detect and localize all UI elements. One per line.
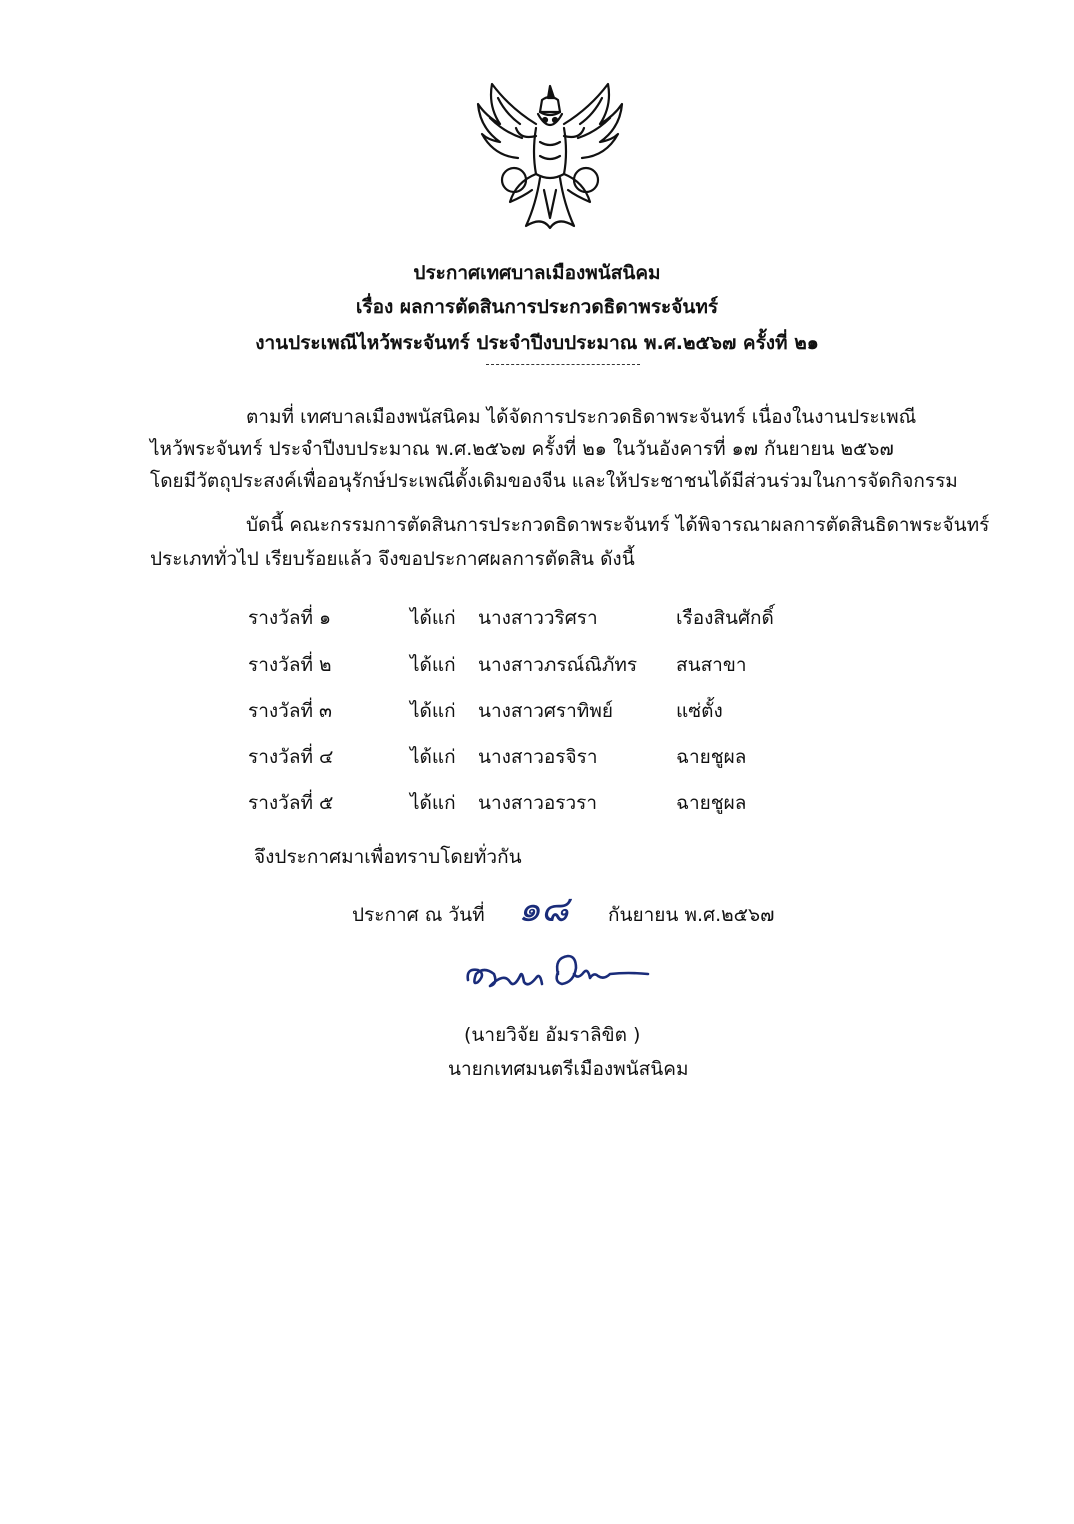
award-winner-surname: ฉายชูผล — [676, 792, 747, 814]
award-given-to: ได้แก่ — [410, 607, 456, 629]
document-subject: เรื่อง ผลการตัดสินการประกวดธิดาพระจันทร์ — [355, 296, 719, 318]
award-given-to: ได้แก่ — [410, 746, 456, 768]
award-winner-surname: เรืองสินศักดิ์ — [676, 607, 774, 629]
award-row — [0, 650, 1074, 680]
closing-statement: จึงประกาศมาเพื่อทราบโดยทั่วกัน — [254, 846, 522, 868]
award-winner-surname: ฉายชูผล — [676, 746, 747, 768]
award-winner-name: นางสาววริศรา — [478, 607, 598, 629]
award-rank: รางวัลที่ ๑ — [248, 607, 332, 629]
handwritten-date-day: ๑๘ — [518, 889, 569, 930]
award-rank: รางวัลที่ ๕ — [248, 792, 334, 814]
award-winner-surname: สนสาขา — [676, 654, 747, 676]
award-winner-surname: แซ่ตั้ง — [676, 700, 723, 722]
paragraph2-line2: ประเภททั่วไป เรียบร้อยแล้ว จึงขอประกาศผลการตัดสิน ดังนี้ — [150, 548, 635, 570]
document-title: ประกาศเทศบาลเมืองพนัสนิคม — [413, 262, 661, 284]
award-winner-name: นางสาวอรวรา — [478, 792, 598, 814]
paragraph1-line1: ตามที่ เทศบาลเมืองพนัสนิคม ได้จัดการประกวดธิดาพระจันทร์ เนื่องในงานประเพณี — [246, 406, 917, 428]
award-row — [0, 603, 1074, 633]
garuda-emblem-icon — [470, 78, 630, 238]
award-row — [0, 696, 1074, 726]
award-given-to: ได้แก่ — [410, 792, 456, 814]
handwritten-signature — [458, 944, 658, 1000]
signer-name: (นายวิจัย อัมราลิขิต ) — [464, 1024, 641, 1046]
paragraph1-line2: ไหว้พระจันทร์ ประจำปีงบประมาณ พ.ศ.๒๕๖๗ ครั้งที่ ๒๑ ในวันอังคารที่ ๑๗ กันยายน ๒๕๖๗ — [150, 438, 894, 460]
award-given-to: ได้แก่ — [410, 654, 456, 676]
paragraph2-line1: บัดนี้ คณะกรรมการตัดสินการประกวดธิดาพระจันทร์ ได้พิจารณาผลการตัดสินธิดาพระจันทร์ — [246, 514, 990, 536]
date-month-year: กันยายน พ.ศ.๒๕๖๗ — [608, 904, 775, 926]
document-event-line: งานประเพณีไหว้พระจันทร์ ประจำปีงบประมาณ พ.ศ.๒๕๖๗ ครั้งที่ ๒๑ — [255, 332, 819, 354]
paragraph1-line3: โดยมีวัตถุประสงค์เพื่ออนุรักษ์ประเพณีดั้งเดิมของจีน และให้ประชาชนได้มีส่วนร่วมในการจัดกิจกรรม — [150, 470, 958, 492]
award-row — [0, 788, 1074, 818]
award-winner-name: นางสาวอรจิรา — [478, 746, 598, 768]
award-rank: รางวัลที่ ๒ — [248, 654, 332, 676]
award-winner-name: นางสาวภรณ์ณิภัทร — [478, 654, 638, 676]
award-rank: รางวัลที่ ๓ — [248, 700, 333, 722]
signer-position: นายกเทศมนตรีเมืองพนัสนิคม — [448, 1058, 689, 1080]
award-given-to: ได้แก่ — [410, 700, 456, 722]
award-row — [0, 742, 1074, 772]
award-winner-name: นางสาวศราทิพย์ — [478, 700, 613, 722]
dashed-divider — [486, 364, 640, 365]
award-rank: รางวัลที่ ๔ — [248, 746, 334, 768]
date-prefix: ประกาศ ณ วันที่ — [352, 904, 485, 926]
